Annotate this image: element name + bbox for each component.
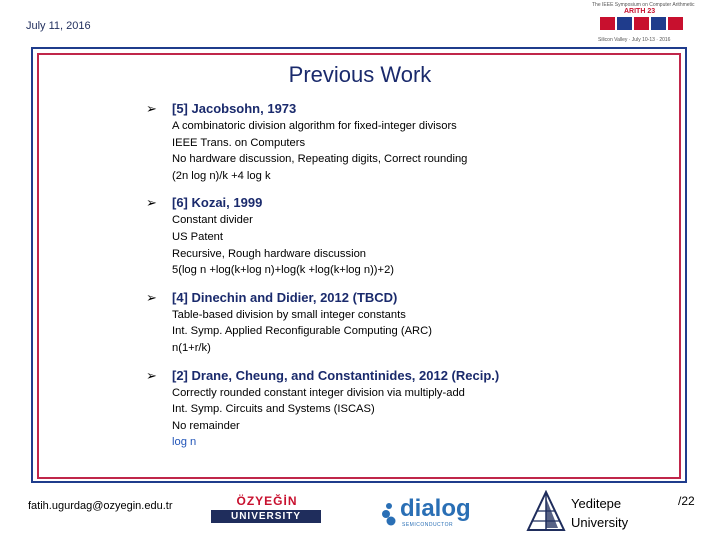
- slide-title: Previous Work: [288, 62, 432, 87]
- conference-box: [617, 17, 632, 30]
- conference-logo: [588, 2, 695, 46]
- conference-name: ARITH 23: [624, 8, 656, 15]
- reference-heading: [5] Jacobsohn, 1973: [172, 101, 297, 116]
- reference-detail: Correctly rounded constant integer division via multiply-add: [172, 386, 465, 399]
- list-item: [146, 100, 666, 184]
- slide-date: July 11, 2016: [26, 20, 91, 32]
- reference-complexity-link[interactable]: log n: [172, 436, 197, 449]
- reference-detail: Int. Symp. Circuits and Systems (ISCAS): [172, 403, 375, 416]
- reference-detail: Int. Symp. Applied Reconfigurable Computing (ARC): [172, 325, 432, 338]
- conference-box: [634, 17, 649, 30]
- reference-detail: No hardware discussion, Repeating digits, Correct rounding: [172, 153, 468, 166]
- reference-detail: A combinatoric division algorithm for fixed-integer divisors: [172, 120, 457, 132]
- conference-box: [668, 17, 683, 30]
- reference-detail: Constant divider: [172, 214, 253, 227]
- reference-detail: No remainder: [172, 419, 240, 432]
- conference-box: [600, 17, 615, 30]
- list-item: [146, 194, 666, 278]
- reference-detail: US Patent: [172, 230, 223, 243]
- conference-subtitle: The IEEE Symposium on Computer Arithmetic: [592, 2, 695, 8]
- reference-detail: Recursive, Rough hardware discussion: [172, 247, 367, 260]
- ozyegin-university-logo: [207, 494, 327, 526]
- dialog-logo-subtitle: SEMICONDUCTOR: [402, 522, 454, 528]
- page-number: /22: [678, 494, 695, 508]
- arrow-bullet-icon: ➢: [146, 195, 157, 211]
- conference-operator-boxes: [600, 17, 683, 30]
- arrow-bullet-icon: ➢: [146, 289, 157, 305]
- dialog-mark-icon: [380, 502, 398, 526]
- yeditepe-university-name: [571, 494, 628, 532]
- author-email: fatih.ugurdag@ozyegin.edu.tr: [28, 500, 173, 512]
- reference-heading: [2] Drane, Cheung, and Constantinides, 2012 (Recip.): [172, 367, 500, 383]
- reference-detail: Table-based division by small integer constants: [172, 308, 406, 321]
- conference-box: [651, 17, 666, 30]
- reference-complexity: 5(log n +log(k+log n)+log(k +log(k+log n))+2): [172, 264, 395, 277]
- reference-heading: [6] Kozai, 1999: [172, 195, 263, 211]
- arrow-bullet-icon: ➢: [146, 367, 157, 383]
- yeditepe-university-logo-icon: [526, 490, 566, 534]
- dialog-semiconductor-logo: [380, 496, 480, 530]
- ozyegin-logo-top: ÖZYEĞİN: [236, 494, 298, 508]
- arrow-bullet-icon: ➢: [146, 101, 157, 116]
- dialog-logo-word: dialog: [400, 495, 471, 522]
- list-item: [146, 367, 666, 451]
- previous-work-list: [146, 100, 666, 461]
- reference-complexity: n(1+r/k): [172, 341, 211, 354]
- yeditepe-name-line1: Yeditepe: [571, 496, 622, 511]
- conference-location: Silicon Valley · July 10-13 · 2016: [598, 37, 671, 43]
- list-item: [146, 289, 666, 357]
- reference-heading: [4] Dinechin and Didier, 2012 (TBCD): [172, 289, 398, 305]
- ozyegin-logo-bottom: UNIVERSITY: [211, 510, 321, 523]
- reference-detail: IEEE Trans. on Computers: [172, 136, 306, 149]
- reference-complexity: (2n log n)/k +4 log k: [172, 169, 271, 182]
- yeditepe-name-line2: University: [571, 515, 629, 530]
